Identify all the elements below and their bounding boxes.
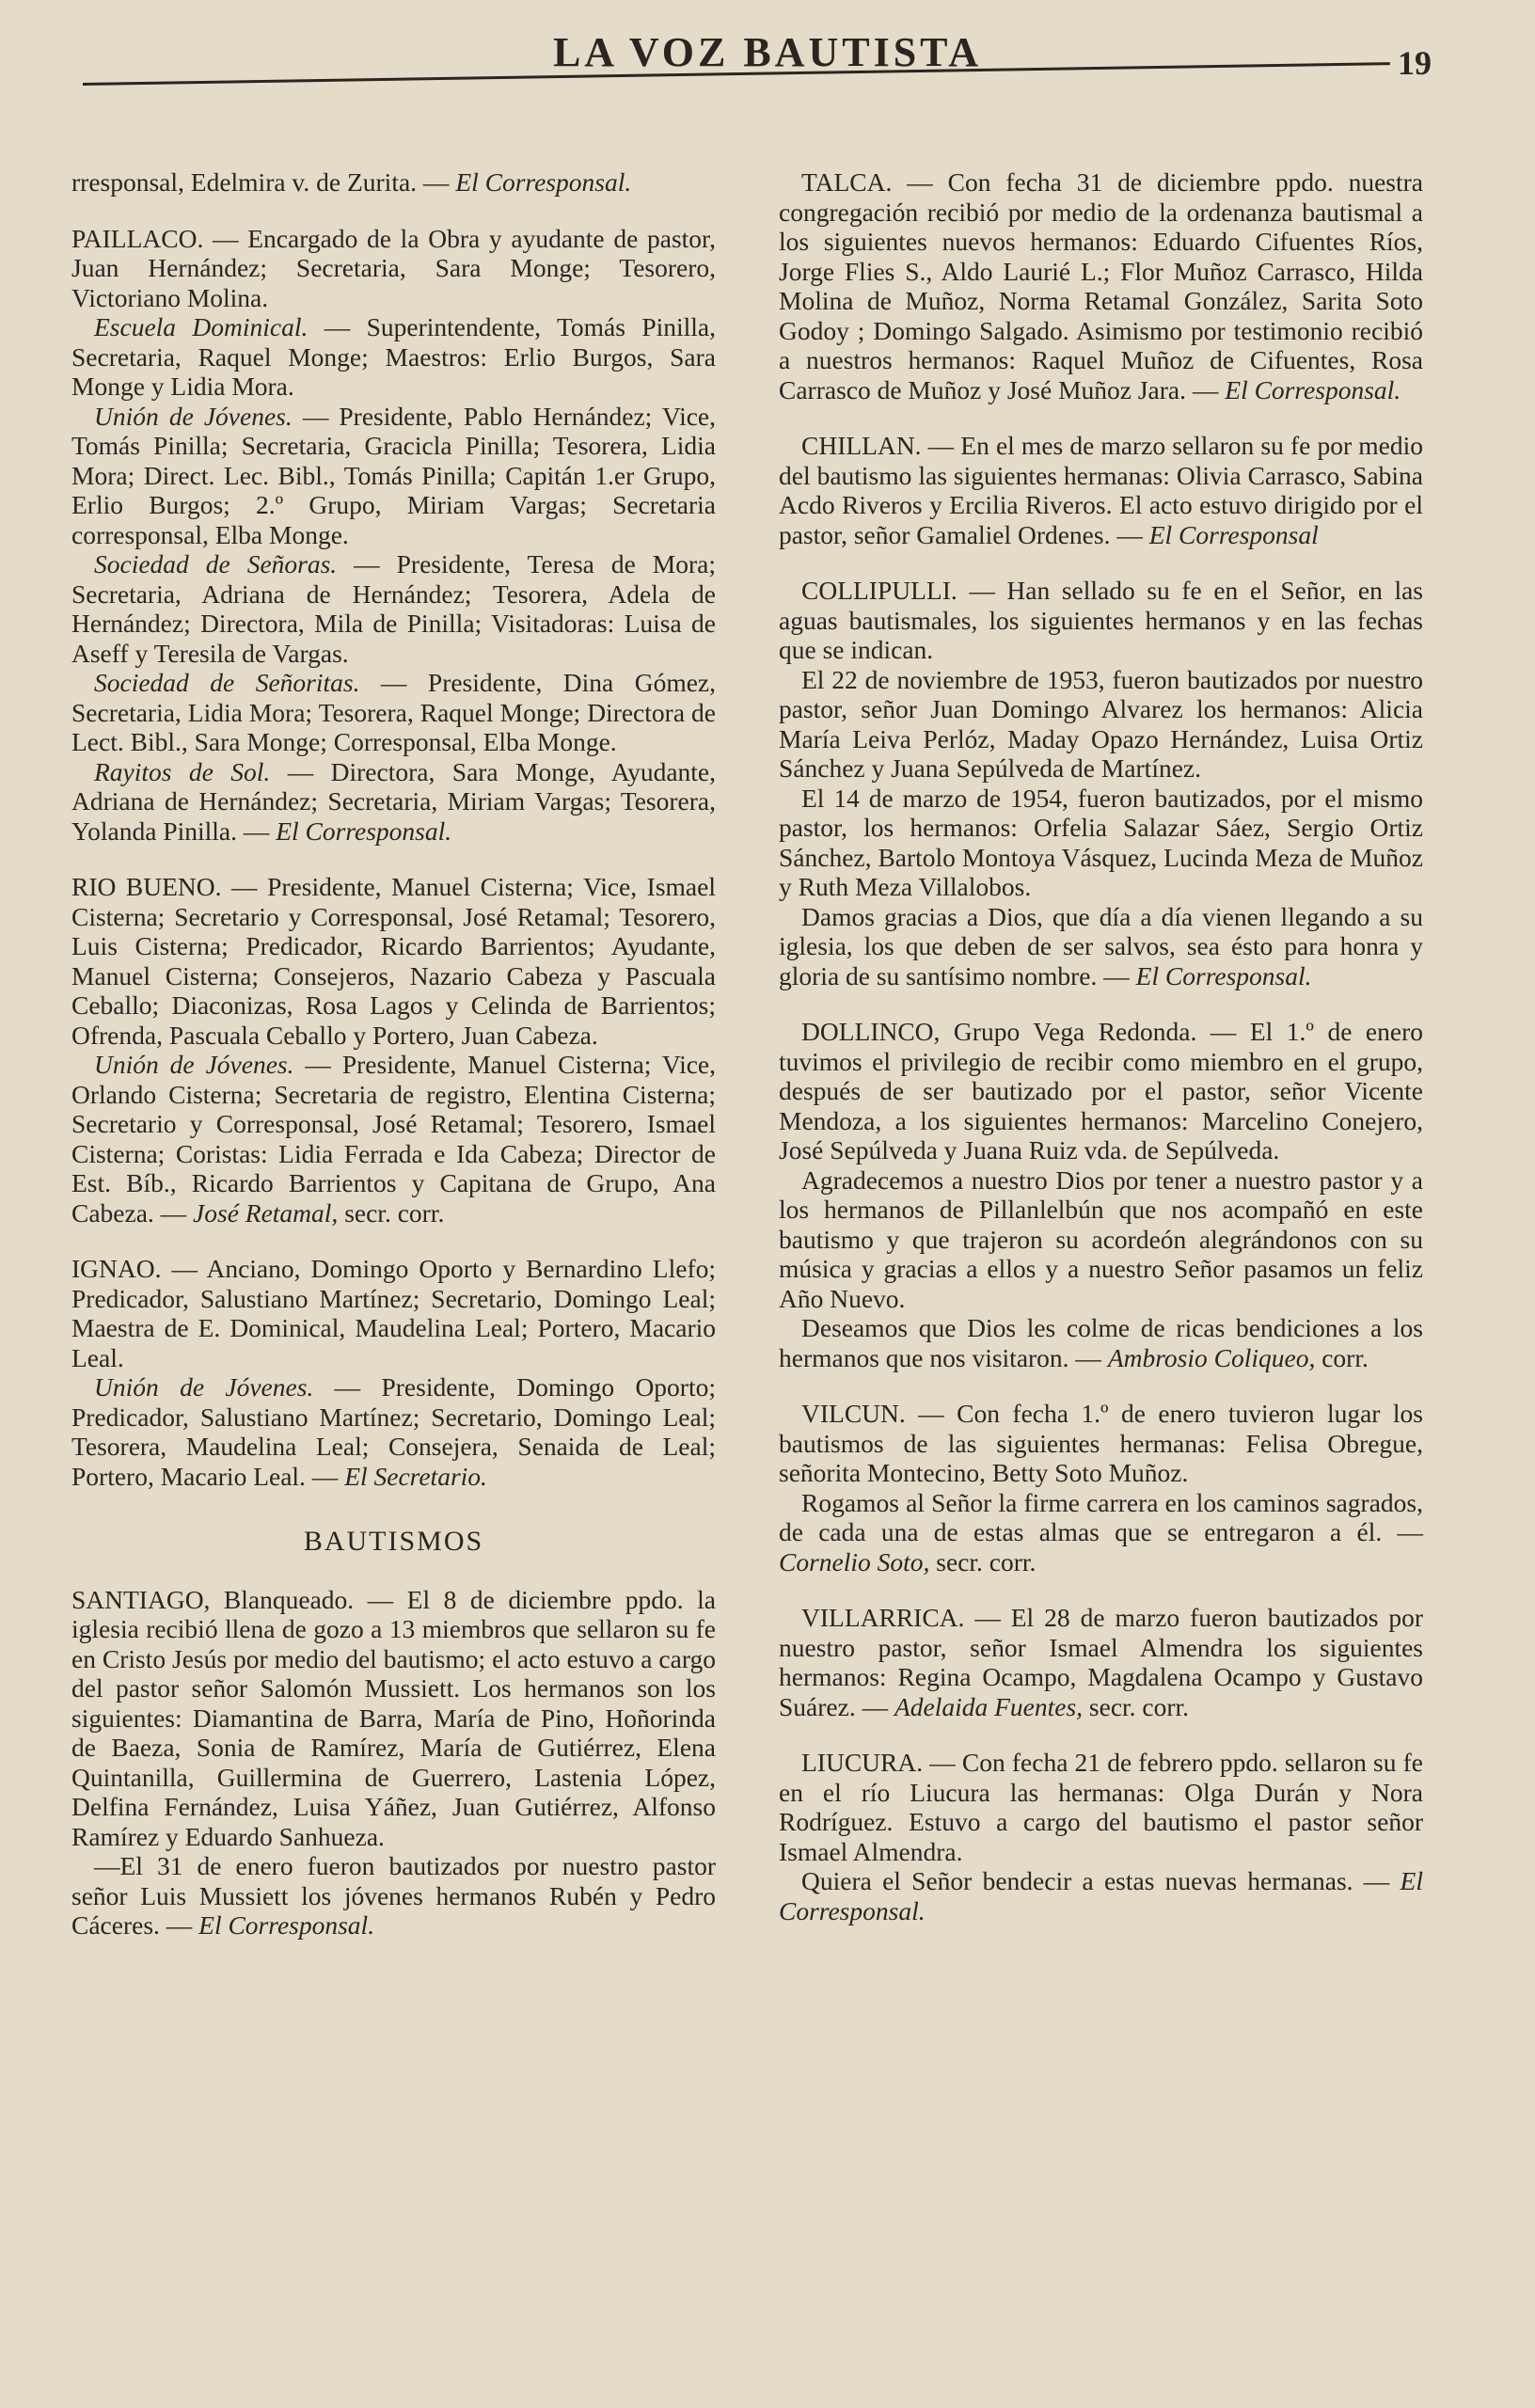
paragraph-chillan: CHILLAN. — En el mes de marzo sellaron su fe por medio del bautismo las siguientes hermanas: Olivia Carrasco, Sabina Acdo Riveros y Ercilia Riveros. El acto estuvo dirigido por el pastor, señor Gamaliel Ordenes. — El Corresponsal	[779, 431, 1423, 549]
paragraph-paillaco-rayitos: Rayitos de Sol. — Directora, Sara Monge, Ayudante, Adriana de Hernández; Secretaria, Miriam Vargas; Tesorera, Yolanda Pinilla. — El Corresponsal.	[71, 756, 717, 846]
paragraph-continuation: rresponsal, Edelmira v. de Zurita. — El Corresponsal.	[71, 167, 632, 197]
paragraph-dollinco-deseamos: Deseamos que Dios les colme de ricas bendiciones a los hermanos que nos visitaron. — Ambrosio Coliqueo, corr.	[779, 1313, 1423, 1372]
paragraph-dollinco: DOLLINCO, Grupo Vega Redonda. — El 1.º de enero tuvimos el privilegio de recibir como miembro en el grupo, después de ser bautizado por el pastor, señor Vicente Mendoza, a los siguientes hermanos: Marcelino Conejero, José Sepúlveda y Juana Ruiz vda. de Sepúlveda.	[779, 1017, 1423, 1164]
left-column	[71, 167, 716, 1941]
paragraph-liucura: LIUCURA. — Con fecha 21 de febrero ppdo. sellaron su fe en el río Liucura las hermanas: Olga Durán y Nora Rodríguez. Estuvo a cargo del bautismo el pastor señor Ismael Almendra.	[779, 1748, 1423, 1866]
masthead-title: LA VOZ BAUTISTA	[552, 29, 983, 75]
paragraph-paillaco-senoras: Sociedad de Señoras. — Presidente, Teresa de Mora; Secretaria, Adriana de Hernández; Tesorera, Adela de Hernández; Directora, Mila de Pinilla; Visitadoras: Luisa de Aseff y Teresila de Vargas.	[71, 549, 716, 668]
section-heading-bautismos: BAUTISMOS	[303, 1526, 484, 1557]
paragraph-collipulli-gracias: Damos gracias a Dios, que día a día vienen llegando a su iglesia, los que deben de ser salvos, sea ésto para honra y gloria de su santísimo nombre. — El Corresponsal.	[779, 901, 1423, 990]
paragraph-paillaco-senoritas: Sociedad de Señoritas. — Presidente, Dina Gómez, Secretaria, Lidia Mora; Tesorera, Raquel Monge; Directora de Lect. Bibl., Sara Monge; Corresponsal, Elba Monge.	[71, 668, 717, 756]
paragraph-santiago: SANTIAGO, Blanqueado. — El 8 de diciembre ppdo. la iglesia recibió llena de gozo a 13 miembros que sellaron su fe en Cristo Jesús por medio del bautismo; el acto estuvo a cargo del pastor señor Salomón Mussiett. Los hermanos son los siguientes: Diamantina de Barra, María de Pino, Hoñorinda de Baeza, Sonia de Ramírez, María de Gutiérrez, Elena Quintanilla, Guillermina de Guerrero, Lastenia López, Delfina Fernández, Luisa Yáñez, Juan Gutiérrez, Alfonso Ramírez y Eduardo Sanhueza.	[71, 1584, 716, 1851]
paragraph-liucura-quiera: Quiera el Señor bendecir a estas nuevas hermanas. — El Corresponsal.	[779, 1866, 1423, 1925]
paragraph-collipulli-noviembre: El 22 de noviembre de 1953, fueron bautizados por nuestro pastor, señor Juan Domingo Alvarez los hermanos: Alicia María Leiva Perlóz, Maday Opazo Hernández, Luisa Ortiz Sánchez y Juana Sepúlveda de Martínez.	[779, 664, 1423, 783]
paragraph-vilcun-rogamos: Rogamos al Señor la firme carrera en los caminos sagrados, de cada una de estas almas que se entregaron a él. — Cornelio Soto, secr. corr.	[779, 1487, 1423, 1576]
page-number: 19	[1398, 44, 1432, 82]
right-column	[779, 167, 1423, 1925]
paragraph-talca: TALCA. — Con fecha 31 de diciembre ppdo. nuestra congregación recibió por medio de la ordenanza bautismal a los siguientes nuevos hermanos: Eduardo Cifuentes Ríos, Jorge Flies S., Aldo Laurié L.; Flor Muñoz Carrasco, Hilda Molina de Muñoz, Norma Retamal González, Sarita Soto Godoy ; Domingo Salgado. Asimismo por testimonio recibió a nuestros hermanos: Raquel Muñoz de Cifuentes, Rosa Carrasco de Muñoz y José Muñoz Jara. — El Corresponsal.	[779, 167, 1423, 404]
paragraph-paillaco-escuela: Escuela Dominical. — Superintendente, Tomás Pinilla, Secretaria, Raquel Monge; Maestros: Erlio Burgos, Sara Monge y Lidia Mora.	[71, 312, 717, 401]
paragraph-villarrica: VILLARRICA. — El 28 de marzo fueron bautizados por nuestro pastor, señor Ismael Almendra los siguientes hermanos: Regina Ocampo, Magdalena Ocampo y Gustavo Suárez. — Adelaida Fuentes, secr. corr.	[779, 1603, 1423, 1721]
paragraph-paillaco: PAILLACO. — Encargado de la Obra y ayudante de pastor, Juan Hernández; Secretaria, Sara Monge; Tesorero, Victoriano Molina.	[71, 223, 716, 312]
paragraph-rio-bueno: RIO BUENO. — Presidente, Manuel Cisterna; Vice, Ismael Cisterna; Secretario y Corresponsal, José Retamal; Tesorero, Luis Cisterna; Predicador, Ricardo Barrientos; Ayudante, Manuel Cisterna; Consejeros, Nazario Cabeza y Pascuala Ceballo; Diaconizas, Rosa Lagos y Celinda de Barrientos; Ofrenda, Pascuala Ceballo y Portero, Juan Cabeza.	[71, 872, 716, 1050]
paragraph-rio-bueno-union: Unión de Jóvenes. — Presidente, Manuel Cisterna; Vice, Orlando Cisterna; Secretaria de registro, Elentina Cisterna; Secretario y Corresponsal, José Retamal; Tesorero, Ismael Cisterna; Coristas: Lidia Ferrada e Ida Cabeza; Director de Est. Bíb., Ricardo Barrientos y Capitana de Grupo, Ana Cabeza. — José Retamal, secr. corr.	[71, 1050, 717, 1228]
paragraph-vilcun: VILCUN. — Con fecha 1.º de enero tuvieron lugar los bautismos de las siguientes hermanas: Felisa Obregue, señorita Montecino, Betty Soto Muñoz.	[779, 1399, 1423, 1487]
paragraph-dollinco-agradecemos: Agradecemos a nuestro Dios por tener a nuestro pastor y a los hermanos de Pillanlelbún que nos acompañó en este bautismo y que trajeron su acordeón alegrándonos con su música y gracias a ellos y a nuestro Señor pasamos un feliz Año Nuevo.	[779, 1164, 1423, 1313]
paragraph-santiago-enero: —El 31 de enero fueron bautizados por nuestro pastor señor Luis Mussiett los jóvenes hermanos Rubén y Pedro Cáceres. — El Corresponsal.	[71, 1851, 716, 1940]
paragraph-collipulli-marzo: El 14 de marzo de 1954, fueron bautizados, por el mismo pastor, los hermanos: Orfelia Salazar Sáez, Sergio Ortiz Sánchez, Bartolo Montoya Vásquez, Lucinda Meza de Muñoz y Ruth Meza Villalobos.	[779, 783, 1423, 901]
paragraph-collipulli: COLLIPULLI. — Han sellado su fe en el Señor, en las aguas bautismales, los siguientes hermanos y en las fechas que se indican.	[779, 576, 1423, 664]
paragraph-ignao: IGNAO. — Anciano, Domingo Oporto y Bernardino Llefo; Predicador, Salustiano Martínez; Secretario, Domingo Leal; Maestra de E. Dominical, Maudelina Leal; Portero, Macario Leal.	[71, 1254, 716, 1372]
paragraph-ignao-union: Unión de Jóvenes. — Presidente, Domingo Oporto; Predicador, Salustiano Martínez; Secretario, Domingo Leal; Tesorera, Maudelina Leal; Consejera, Senaida de Leal; Portero, Macario Leal. — El Secretario.	[71, 1372, 716, 1491]
paragraph-paillaco-union: Unión de Jóvenes. — Presidente, Pablo Hernández; Vice, Tomás Pinilla; Secretaria, Gracicla Pinilla; Tesorera, Lidia Mora; Direct. Lec. Bibl., Tomás Pinilla; Capitán 1.er Grupo, Erlio Burgos; 2.º Grupo, Miriam Vargas; Secretaria corresponsal, Elba Monge.	[71, 401, 717, 549]
